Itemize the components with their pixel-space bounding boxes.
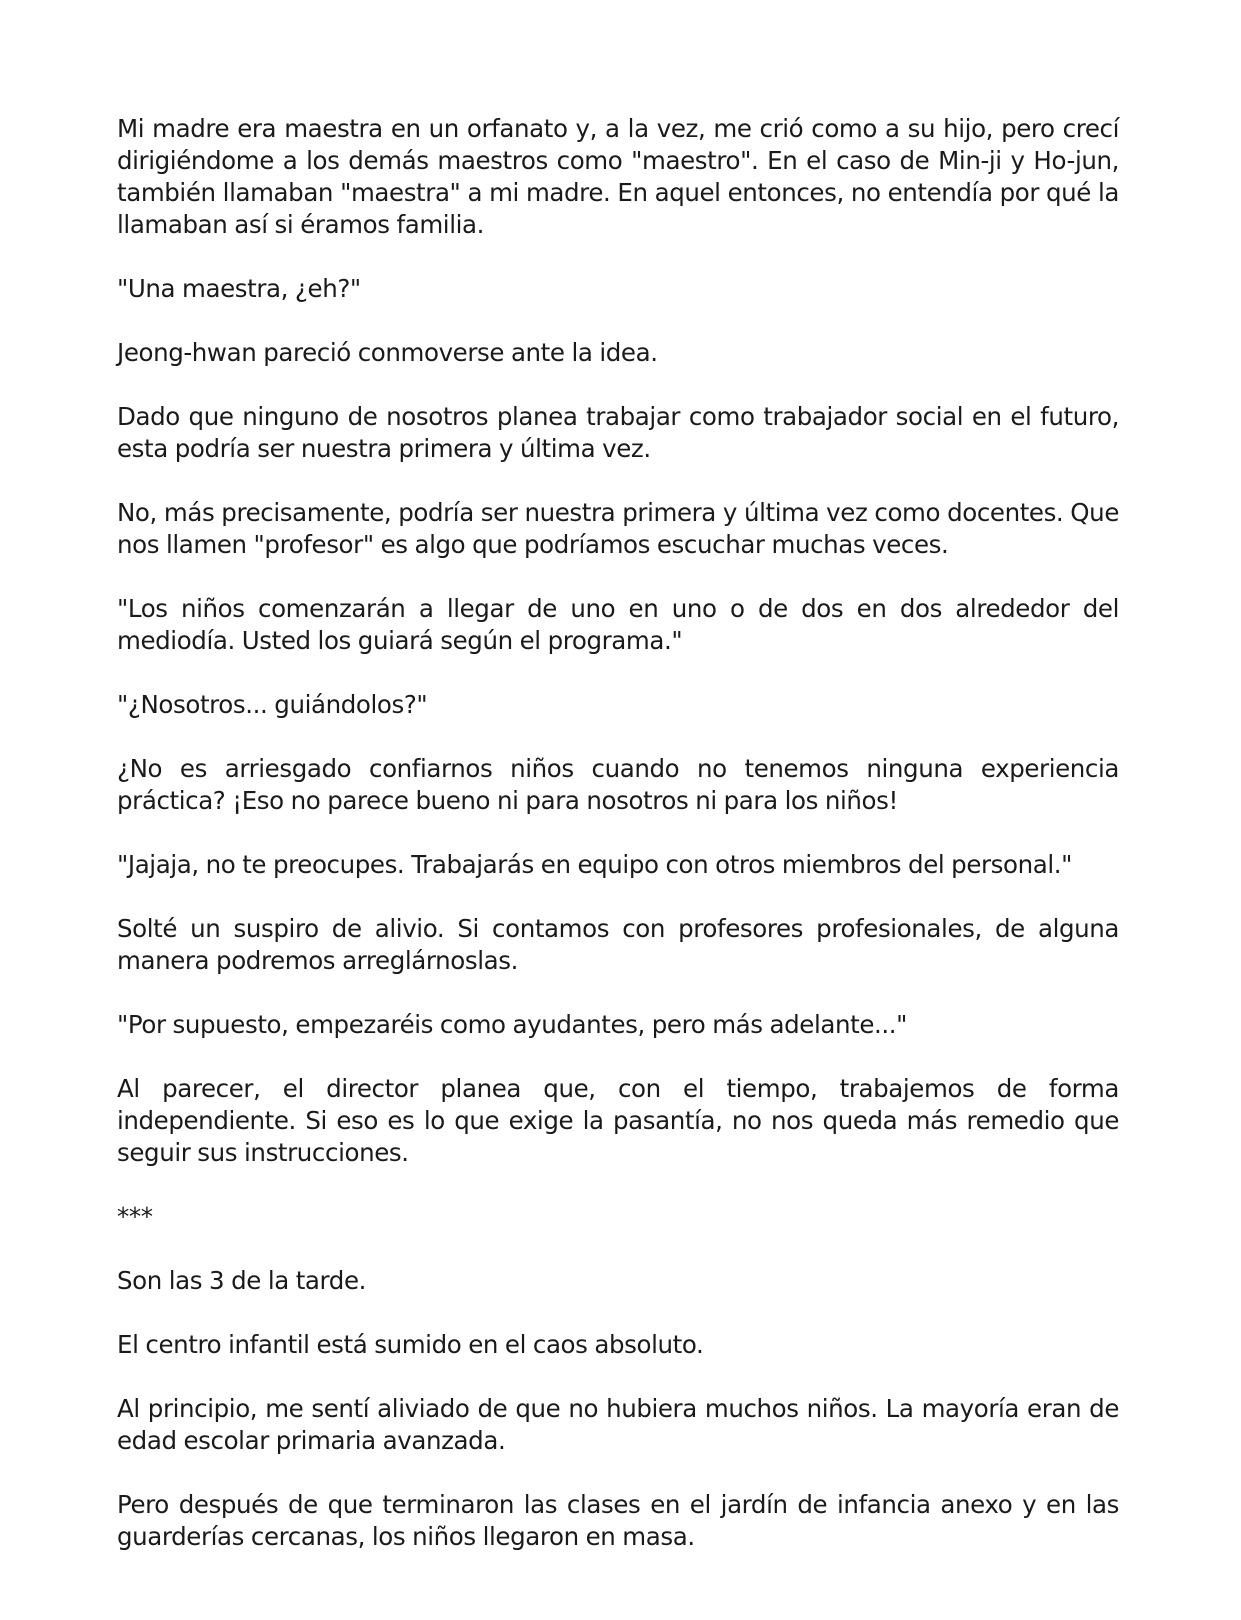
paragraph: Solté un suspiro de alivio. Si contamos con profesores profesionales, de alguna manera podremos arreglárnoslas.: [117, 914, 1119, 975]
paragraph: El centro infantil está sumido en el caos absoluto.: [117, 1330, 704, 1359]
scene-break: ***: [117, 1202, 153, 1231]
paragraph: Al principio, me sentí aliviado de que no hubiera muchos niños. La mayoría eran de edad escolar primaria avanzada.: [117, 1394, 1119, 1455]
paragraph: Jeong-hwan pareció conmoverse ante la idea.: [117, 338, 658, 367]
paragraph: ¿No es arriesgado confiarnos niños cuando no tenemos ninguna experiencia práctica? ¡Eso no parece bueno ni para nosotros ni para los niños!: [117, 754, 1119, 815]
paragraph: "Los niños comenzarán a llegar de uno en uno o de dos en dos alrededor del mediodía. Usted los guiará según el programa.": [117, 594, 1119, 655]
paragraph: "Una maestra, ¿eh?": [117, 274, 361, 303]
paragraph: Dado que ninguno de nosotros planea trabajar como trabajador social en el futuro, esta podría ser nuestra primera y última vez.: [117, 402, 1119, 463]
paragraph: "¿Nosotros... guiándolos?": [117, 690, 428, 719]
paragraph: Son las 3 de la tarde.: [117, 1266, 367, 1295]
paragraph: Pero después de que terminaron las clases en el jardín de infancia anexo y en las guarderías cercanas, los niños llegaron en masa.: [117, 1490, 1119, 1551]
paragraph: Al parecer, el director planea que, con el tiempo, trabajemos de forma independiente. Si eso es lo que exige la pasantía, no nos queda más remedio que seguir sus instrucciones.: [117, 1074, 1119, 1167]
paragraph: Mi madre era maestra en un orfanato y, a la vez, me crió como a su hijo, pero crecí dirigiéndome a los demás maestros como "maestro". En el caso de Min-ji y Ho-jun, también llamaban "maestra" a mi madre. En aquel entonces, no entendía por qué la llamaban así si éramos familia.: [117, 114, 1119, 239]
paragraph: No, más precisamente, podría ser nuestra primera y última vez como docentes. Que nos llamen "profesor" es algo que podríamos escuchar muchas veces.: [117, 498, 1119, 559]
document-page: [117, 113, 1119, 1585]
paragraph: "Jajaja, no te preocupes. Trabajarás en equipo con otros miembros del personal.": [117, 850, 1073, 879]
paragraph: "Por supuesto, empezaréis como ayudantes, pero más adelante...": [117, 1010, 908, 1039]
